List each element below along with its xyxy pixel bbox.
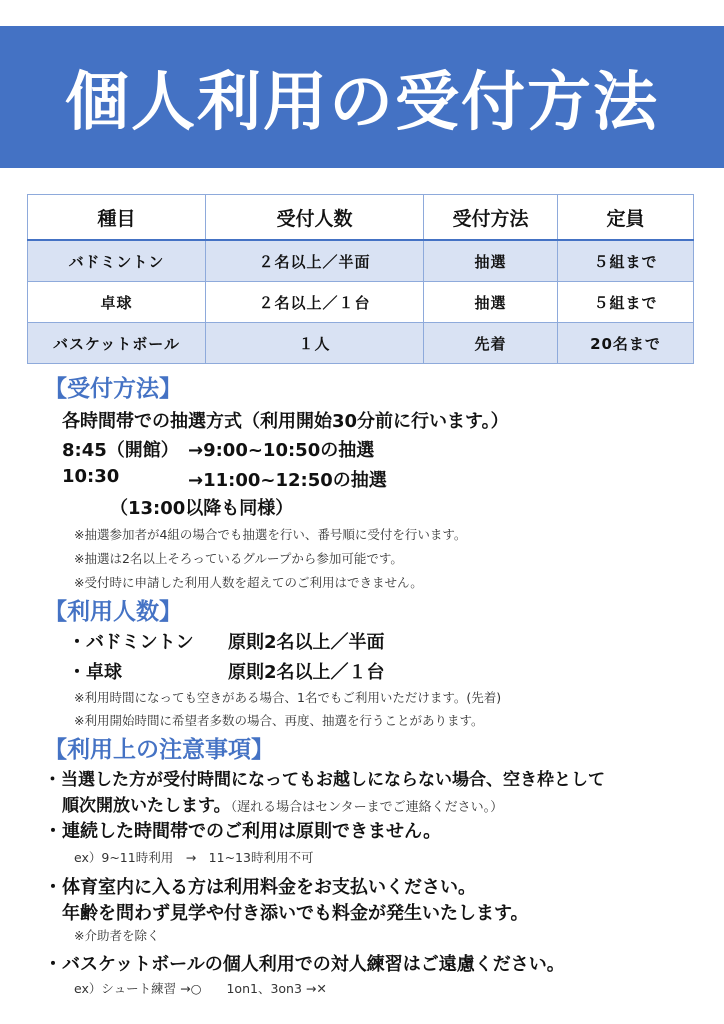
reception-line-4: （13:00以降も同様）: [110, 498, 294, 519]
caution-bullet-1-line-2-text: 順次開放いたします。: [62, 796, 231, 816]
caution-bullet-2: ・連続した時間帯でのご利用は原則できません。: [44, 821, 442, 842]
caution-example-2: ex）9~11時利用 → 11~13時利用不可: [74, 850, 314, 865]
cell-sport: バスケットボール: [28, 323, 206, 364]
table-row: [28, 282, 694, 323]
section-heading-caution: 【利用上の注意事項】: [44, 737, 274, 763]
people-note-1: ※利用時間になっても空きがある場合、1名でもご利用いただけます。(先着): [74, 690, 502, 705]
section-heading-people: 【利用人数】: [44, 599, 182, 625]
table-row: [28, 240, 694, 282]
cell-sport: バドミントン: [28, 240, 206, 282]
people-note-2: ※利用開始時間に希望者多数の場合、再度、抽選を行うことがあります。: [74, 713, 484, 728]
cell-method: 抽選: [424, 282, 558, 323]
caution-bullet-3-line-2: 年齢を問わず見学や付き添いでも料金が発生いたします。: [62, 903, 529, 924]
header-method: 受付方法: [424, 195, 558, 241]
reception-note-2: ※抽選は2名以上そろっているグループから参加可能です。: [74, 551, 403, 566]
people-item-2-name: ・卓球: [68, 662, 122, 683]
reception-slot-1: →9:00~10:50の抽選: [188, 440, 375, 461]
table-row: [28, 323, 694, 364]
reception-slot-2: →11:00~12:50の抽選: [188, 470, 387, 491]
caution-example-4: ex）シュート練習 →○ 1on1、3on3 →✕: [74, 981, 327, 996]
cell-sport: 卓球: [28, 282, 206, 323]
cell-capacity: ２名以上／半面: [206, 240, 424, 282]
page-title: 個人利用の受付方法: [65, 66, 659, 140]
caution-bullet-3-line-1: ・体育室内に入る方は利用料金をお支払いください。: [44, 877, 476, 898]
caution-bullet-1-small: （遅れる場合はセンターまでご連絡ください。）: [230, 800, 504, 815]
cell-method: 先着: [424, 323, 558, 364]
table-header-row: [28, 195, 694, 241]
reception-time-2: 10:30: [62, 466, 120, 487]
caution-bullet-4: ・バスケットボールの個人利用での対人練習はご遠慮ください。: [44, 954, 565, 975]
header-sport: 種目: [28, 195, 206, 241]
cell-limit: ５組まで: [558, 282, 694, 323]
header-capacity: 受付人数: [206, 195, 424, 241]
cell-capacity: １人: [206, 323, 424, 364]
cell-limit: ５組まで: [558, 240, 694, 282]
caution-bullet-1-line-1: ・当選した方が受付時間になってもお越しにならない場合、空き枠として: [44, 770, 605, 790]
reception-note-3: ※受付時に申請した利用人数を超えてのご利用はできません。: [74, 575, 423, 590]
reception-note-1: ※抽選参加者が4組の場合でも抽選を行い、番号順に受付を行います。: [74, 527, 467, 542]
reception-time-1: 8:45（開館）: [62, 440, 179, 461]
cell-limit: 20名まで: [558, 323, 694, 364]
section-heading-reception: 【受付方法】: [44, 376, 182, 402]
reception-table: [27, 194, 694, 364]
reception-line-1: 各時間帯での抽選方式（利用開始30分前に行います。）: [62, 411, 509, 432]
cell-method: 抽選: [424, 240, 558, 282]
caution-note-3: ※介助者を除く: [74, 928, 160, 943]
title-banner: [0, 26, 724, 168]
caution-bullet-1-line-2: [62, 791, 503, 816]
header-limit: 定員: [558, 195, 694, 241]
people-item-2-rule: 原則2名以上／１台: [228, 662, 385, 683]
cell-capacity: ２名以上／１台: [206, 282, 424, 323]
people-item-1-name: ・バドミントン: [68, 632, 194, 653]
people-item-1-rule: 原則2名以上／半面: [228, 632, 385, 653]
